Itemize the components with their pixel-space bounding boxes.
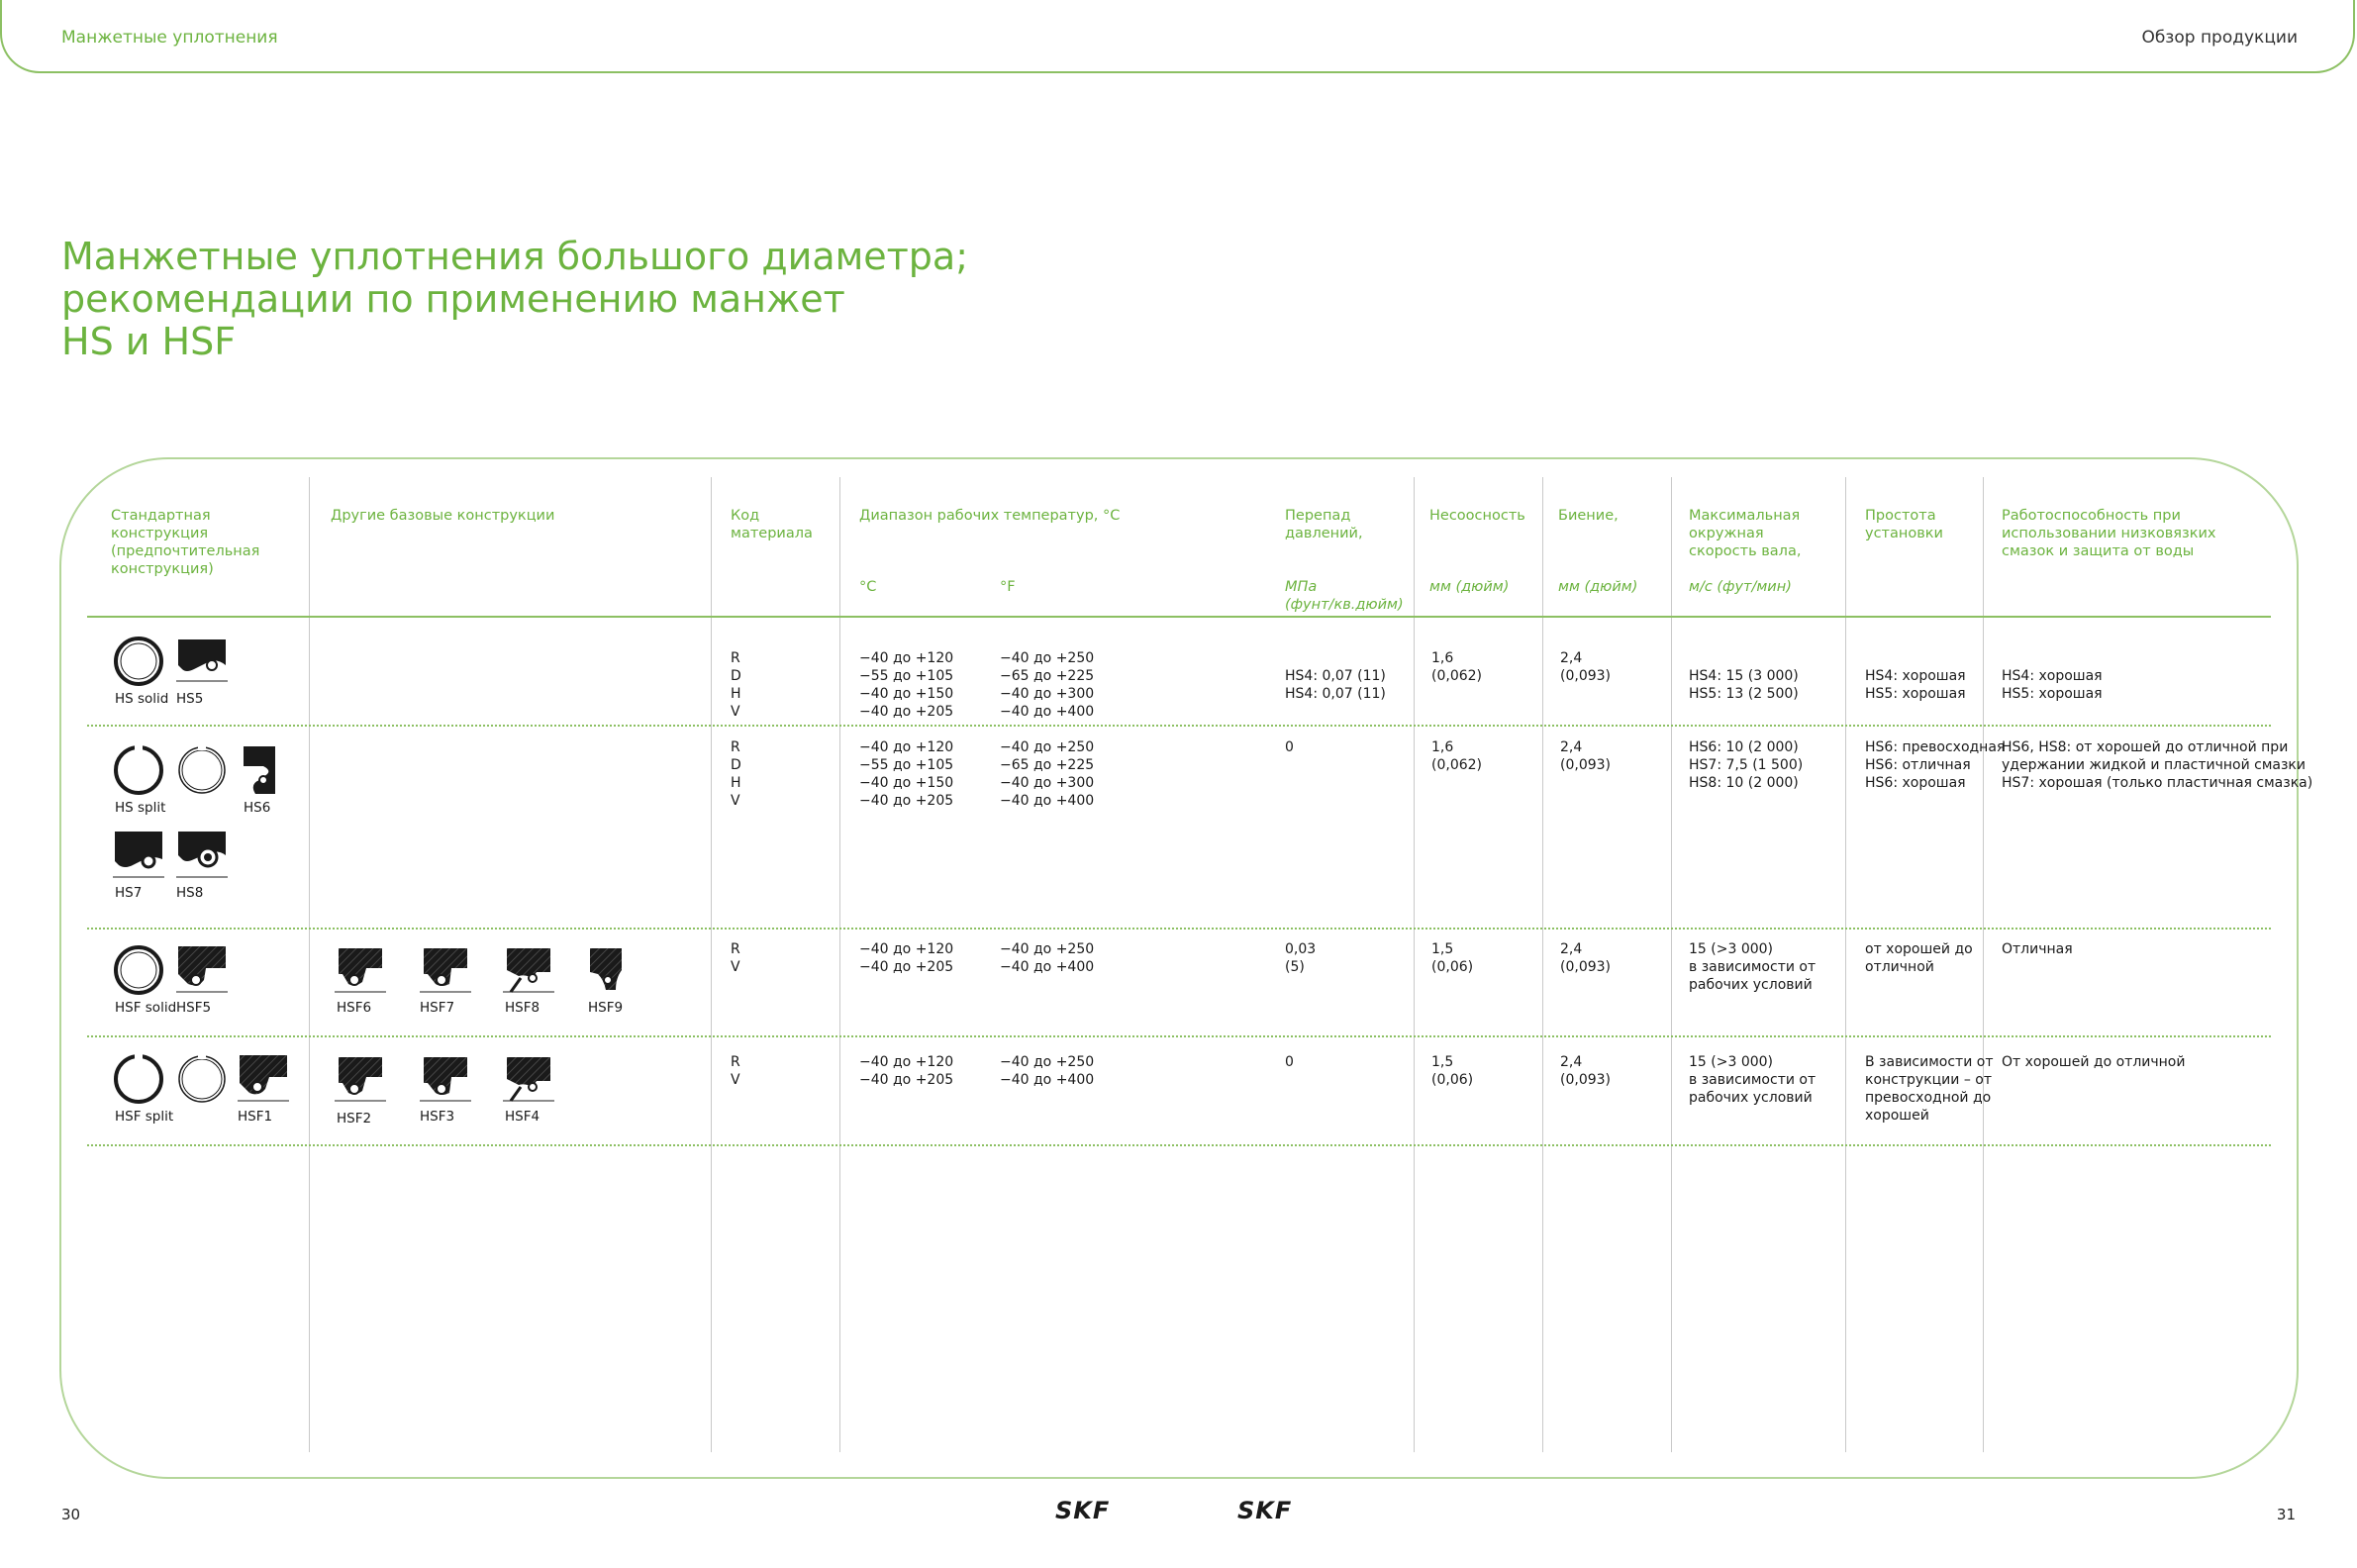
col-header-standard: Стандартная конструкция (предпочтительная конструкция) [111,508,260,577]
seal-label: HSF solid [115,1000,177,1016]
runout: 2,4 (0,093) [1560,1054,1612,1088]
hs8-section-icon [176,830,228,881]
seal-label: HS8 [176,885,204,901]
col-divider [309,477,310,1452]
seal-label: HSF1 [238,1109,273,1125]
col-unit-speed: м/с (фут/мин) [1689,579,1792,595]
hsf2-section-icon [335,1053,386,1105]
misalignment: 1,6 (0,062) [1431,650,1483,684]
runout: 2,4 (0,093) [1560,739,1612,773]
seal-label: HSF2 [337,1111,372,1127]
temp-c: −40 до +120 −40 до +205 [859,1054,954,1088]
performance: От хорошей до отличной [2002,1054,2186,1070]
temp-f: −40 до +250 −40 до +400 [1000,1054,1095,1088]
title-line-2: рекомендации по применению манжет [61,277,845,321]
misalignment: 1,5 (0,06) [1431,941,1474,975]
hs6-section-icon [242,744,277,796]
seal-label: HS split [115,800,166,816]
speed: 15 (>3 000) в зависимости от рабочих условий [1689,941,1817,993]
material-code: R D H V [731,650,741,720]
seal-label: HSF5 [176,1000,212,1016]
seal-label: HS solid [115,691,169,707]
row-divider [87,928,2271,930]
col-unit-misalign: мм (дюйм) [1429,579,1510,595]
hsf6-section-icon [335,944,386,996]
col-header-misalign: Несоосность [1429,508,1525,524]
page-title [61,236,968,363]
col-divider [1983,477,1984,1452]
hsf8-section-icon [503,944,554,996]
seal-label: HS5 [176,691,204,707]
hs5-section-icon [176,636,228,687]
runout: 2,4 (0,093) [1560,650,1612,684]
header-frame [0,0,2355,73]
hsf-solid-icon [113,944,164,996]
misalignment: 1,6 (0,062) [1431,739,1483,773]
hsf1-section-icon [238,1053,289,1105]
ease: от хорошей до отличной [1865,941,1973,975]
temp-c: −40 до +120 −40 до +205 [859,941,954,975]
skf-logo-left: SKF [1055,1497,1111,1524]
hsf9-section-icon [586,944,626,996]
col-header-temp-f: °F [1000,579,1016,595]
section-title: Манжетные уплотнения [61,28,278,48]
chapter-title: Обзор продукции [2141,28,2298,48]
col-divider [1542,477,1543,1452]
speed: HS4: 15 (3 000) HS5: 13 (2 500) [1689,668,1799,702]
pressure: 0 [1285,1054,1294,1070]
col-divider [1414,477,1415,1452]
seal-label: HSF9 [588,1000,624,1016]
misalignment: 1,5 (0,06) [1431,1054,1474,1088]
seal-label: HSF4 [505,1109,540,1125]
col-divider [711,477,712,1452]
temp-f: −40 до +250 −65 до +225 −40 до +300 −40 до +400 [1000,739,1095,809]
seal-label: HSF7 [420,1000,455,1016]
hs-split-icon [113,744,164,796]
pressure: 0 [1285,739,1294,755]
hsf5-section-icon [176,944,228,996]
col-unit-runout: мм (дюйм) [1558,579,1638,595]
temp-f: −40 до +250 −65 до +225 −40 до +300 −40 до +400 [1000,650,1095,720]
col-unit-pressure: МПа (фунт/кв.дюйм) [1285,579,1404,613]
temp-c: −40 до +120 −55 до +105 −40 до +150 −40 до +205 [859,739,954,809]
temp-c: −40 до +120 −55 до +105 −40 до +150 −40 до +205 [859,650,954,720]
col-header-temp-c: °C [859,579,877,595]
skf-logo-right: SKF [1237,1497,1293,1524]
hs-solid-icon [113,636,164,687]
col-header-runout: Биение, [1558,508,1619,524]
pressure: 0,03 (5) [1285,941,1317,975]
seal-label: HS7 [115,885,143,901]
page-number-right: 31 [2276,1506,2296,1523]
col-divider [1845,477,1846,1452]
material-code: R V [731,941,740,975]
seal-label: HSF6 [337,1000,372,1016]
temp-f: −40 до +250 −40 до +400 [1000,941,1095,975]
material-code: R D H V [731,739,741,809]
performance: Отличная [2002,941,2073,957]
seal-label: HSF8 [505,1000,540,1016]
col-header-material: Код материала [731,508,813,541]
title-line-3: HS и HSF [61,320,237,363]
ease: HS4: хорошая HS5: хорошая [1865,668,1966,702]
seal-label: HS6 [244,800,271,816]
ease: HS6: превосходная HS6: отличная HS6: хорошая [1865,739,2006,791]
ease: В зависимости от конструкции – от превосходной до хорошей [1865,1054,1994,1124]
col-header-speed: Максимальная окружная скорость вала, [1689,508,1802,559]
col-divider [1671,477,1672,1452]
material-code: R V [731,1054,740,1088]
row-divider [87,1144,2271,1146]
header-rule [87,616,2271,618]
speed: 15 (>3 000) в зависимости от рабочих условий [1689,1054,1817,1106]
performance: HS4: хорошая HS5: хорошая [2002,668,2103,702]
hsf7-section-icon [420,944,471,996]
row-divider [87,725,2271,727]
col-divider [839,477,840,1452]
hsf-split-ring-icon [176,1053,228,1105]
col-header-ease: Простота установки [1865,508,1943,541]
hs-split-ring-icon [176,744,228,796]
performance: HS6, HS8: от хорошей до отличной при удержании жидкой и пластичной смазки HS7: хорошая (только пластичная смазка) [2002,739,2313,791]
col-header-other: Другие базовые конструкции [331,508,555,524]
hsf4-section-icon [503,1053,554,1105]
seal-label: HSF3 [420,1109,455,1125]
seal-label: HSF split [115,1109,174,1125]
runout: 2,4 (0,093) [1560,941,1612,975]
col-header-temp: Диапазон рабочих температур, °C [859,508,1121,524]
speed: HS6: 10 (2 000) HS7: 7,5 (1 500) HS8: 10 (2 000) [1689,739,1804,791]
title-line-1: Манжетные уплотнения большого диаметра; [61,235,969,278]
col-header-pressure: Перепад давлений, [1285,508,1363,541]
hsf3-section-icon [420,1053,471,1105]
hs7-section-icon [113,830,164,881]
col-header-perf: Работоспособность при использовании низковязких смазок и защита от воды [2002,508,2216,559]
row-divider [87,1035,2271,1037]
page-number-left: 30 [61,1506,81,1523]
pressure: HS4: 0,07 (11) HS4: 0,07 (11) [1285,668,1386,702]
hsf-split-icon [113,1053,164,1105]
